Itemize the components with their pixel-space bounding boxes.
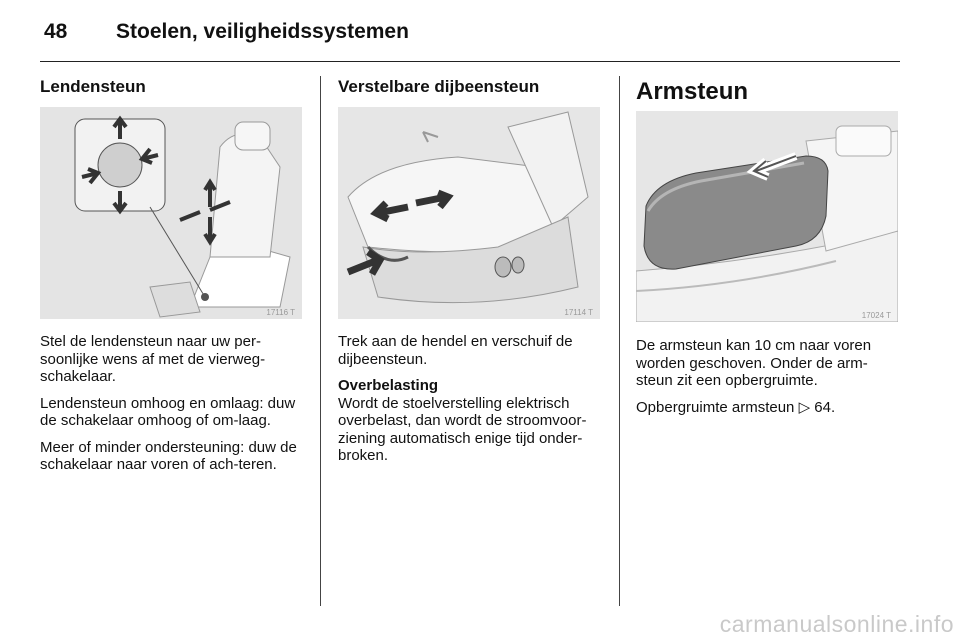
paragraph: Lendensteun omhoog en omlaag: duw de schakelaar omhoog of om-laag. (40, 394, 296, 429)
overload-block (338, 377, 606, 465)
armrest-illustration (636, 111, 898, 322)
armrest-svg (636, 111, 898, 322)
paragraph: Stel de lendensteun naar uw per-soonlijke wens af met de vierweg-schakelaar. (40, 333, 266, 385)
paragraph: De armsteun kan 10 cm naar voren worden geschoven. Onder de arm-steun zit een opbergruimte. (636, 337, 872, 389)
page-number: 48 (44, 20, 68, 43)
column-divider (320, 76, 321, 606)
paragraph: Trek aan de hendel en verschuif de dijbeensteun. (338, 333, 573, 368)
figure-tag: 17024 T (861, 311, 891, 320)
thigh-support-text (338, 333, 606, 474)
section-heading-armrest: Armsteun (636, 78, 749, 105)
thigh-support-illustration (338, 107, 600, 319)
figure-tag: 17114 T (564, 308, 593, 317)
watermark: carmanualsonline.info (719, 611, 954, 637)
column-lumbar (40, 76, 306, 98)
column-armrest (636, 78, 902, 106)
paragraph: Meer of minder ondersteuning: duw de schakelaar naar voren of ach-teren. (40, 438, 297, 473)
seat-lumbar-svg (40, 107, 302, 319)
section-heading-lumbar: Lendensteun (40, 77, 146, 96)
figure-tag: 17116 T (266, 308, 295, 317)
subheading-overload: Overbelasting (338, 377, 439, 394)
column-thigh-support (338, 76, 604, 98)
lumbar-support-illustration (40, 107, 302, 319)
paragraph: Wordt de stoelverstelling elektrisch overbelast, dan wordt de stroomvoor-ziening automatisch enige tijd onder-broken. (338, 394, 587, 464)
paragraph: Opbergruimte armsteun ▷ 64. (636, 398, 836, 416)
section-heading-thigh-support: Verstelbare dijbeensteun (338, 77, 540, 96)
page-header (0, 0, 960, 62)
header-rule (40, 61, 900, 62)
lumbar-text (40, 333, 308, 483)
page-title: Stoelen, veiligheidssystemen (116, 20, 409, 43)
seat-thigh-svg (338, 107, 600, 319)
armrest-text (636, 337, 904, 425)
column-divider (619, 76, 620, 606)
